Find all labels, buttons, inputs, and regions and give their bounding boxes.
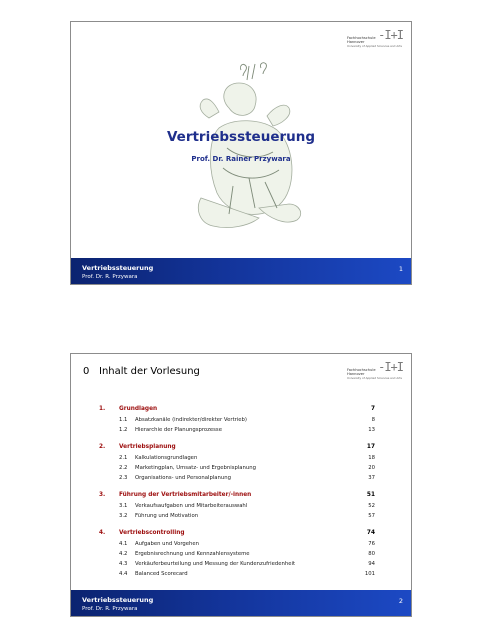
section-number: 4.	[99, 530, 106, 536]
logo-mark-icon: -I+I	[378, 28, 403, 42]
section-label: Vertriebsplanung	[119, 444, 176, 450]
section-label: Vertriebscontrolling	[119, 530, 185, 536]
toc-item	[99, 417, 399, 427]
toc-item	[99, 475, 399, 485]
slide-footer	[71, 590, 411, 616]
university-logo	[347, 361, 405, 383]
university-logo	[347, 29, 405, 51]
item-number: 4.2	[119, 551, 128, 557]
toc-item	[99, 541, 399, 551]
item-page: 37	[368, 475, 375, 481]
toc-item	[99, 465, 399, 475]
toc-section	[99, 530, 399, 540]
slide-2	[70, 353, 412, 617]
item-label: Verkäuferbeurteilung und Messung der Kundenzufriedenheit	[135, 561, 296, 567]
toc-item	[99, 455, 399, 465]
item-number: 4.3	[119, 561, 128, 567]
item-number: 2.2	[119, 465, 128, 471]
toc-item	[99, 561, 399, 571]
item-page: 76	[368, 541, 375, 547]
toc-item	[99, 551, 399, 561]
logo-line-1: Fachhochschule	[347, 368, 376, 372]
heading-number: 0	[83, 366, 90, 377]
section-page: 17	[366, 444, 375, 450]
item-label: Kalkulationsgrundlagen	[135, 455, 198, 461]
item-page: 13	[368, 427, 375, 433]
logo-line-1: Fachhochschule	[347, 36, 376, 40]
toc-section	[99, 492, 399, 502]
footer-author: Prof. Dr. R. Przywara	[82, 606, 138, 612]
section-number: 3.	[99, 492, 106, 498]
toc-item	[99, 513, 399, 523]
stressed-person-illustration	[189, 58, 307, 236]
item-page: 94	[368, 561, 375, 567]
toc-item	[99, 427, 399, 437]
toc-section	[99, 444, 399, 454]
section-page: 74	[366, 530, 375, 536]
slide-footer	[71, 258, 411, 284]
section-page: 7	[370, 406, 375, 412]
slide-heading	[83, 366, 200, 377]
item-label: Aufgaben und Vorgehen	[135, 541, 200, 547]
item-page: 52	[368, 503, 375, 509]
item-label: Balanced Scorecard	[135, 571, 188, 577]
slide-1	[70, 21, 412, 285]
item-label: Ergebnisrechnung und Kennzahlensysteme	[135, 551, 250, 557]
item-page: 80	[368, 551, 375, 557]
section-number: 1.	[99, 406, 106, 412]
toc-item	[99, 571, 399, 581]
section-page: 51	[366, 492, 375, 498]
item-number: 4.4	[119, 571, 128, 577]
item-page: 18	[368, 455, 375, 461]
page-number: 2	[398, 597, 403, 605]
item-number: 2.1	[119, 455, 128, 461]
item-label: Hierarchie der Planungsprozesse	[135, 427, 222, 433]
section-number: 2.	[99, 444, 106, 450]
item-page: 8	[371, 417, 375, 423]
item-label: Führung und Motivation	[135, 513, 199, 519]
logo-line-3: University of Applied Sciences and Arts	[347, 376, 402, 380]
item-label: Marketingplan, Umsatz- und Ergebnisplanung	[135, 465, 256, 471]
item-label: Organisations- und Personalplanung	[135, 475, 231, 481]
footer-author: Prof. Dr. R. Przywara	[82, 274, 138, 280]
item-number: 3.2	[119, 513, 128, 519]
logo-line-2: Hannover	[347, 372, 365, 376]
page-number: 1	[398, 265, 403, 273]
item-number: 4.1	[119, 541, 128, 547]
logo-mark-icon: -I+I	[378, 360, 403, 374]
item-label: Absatzkanäle (indirekter/direkter Vertrieb)	[135, 417, 247, 423]
heading-text: Inhalt der Vorlesung	[99, 366, 200, 377]
logo-line-2: Hannover	[347, 40, 365, 44]
item-number: 1.1	[119, 417, 128, 423]
item-number: 2.3	[119, 475, 128, 481]
item-label: Verkaufsaufgaben und Mitarbeiterauswahl	[135, 503, 248, 509]
toc-section	[99, 406, 399, 416]
logo-line-3: University of Applied Sciences and Arts	[347, 44, 402, 48]
item-number: 1.2	[119, 427, 128, 433]
toc-item	[99, 503, 399, 513]
section-label: Grundlagen	[119, 406, 158, 412]
footer-title: Vertriebssteuerung	[82, 264, 154, 272]
item-number: 3.1	[119, 503, 128, 509]
section-label: Führung der Vertriebsmitarbeiter/-innen	[119, 492, 252, 498]
slide-subtitle: Prof. Dr. Rainer Przywara	[191, 155, 291, 163]
footer-title: Vertriebssteuerung	[82, 596, 154, 604]
item-page: 101	[364, 571, 375, 577]
slide-title: Vertriebssteuerung	[166, 129, 316, 145]
item-page: 57	[368, 513, 375, 519]
item-page: 20	[368, 465, 375, 471]
